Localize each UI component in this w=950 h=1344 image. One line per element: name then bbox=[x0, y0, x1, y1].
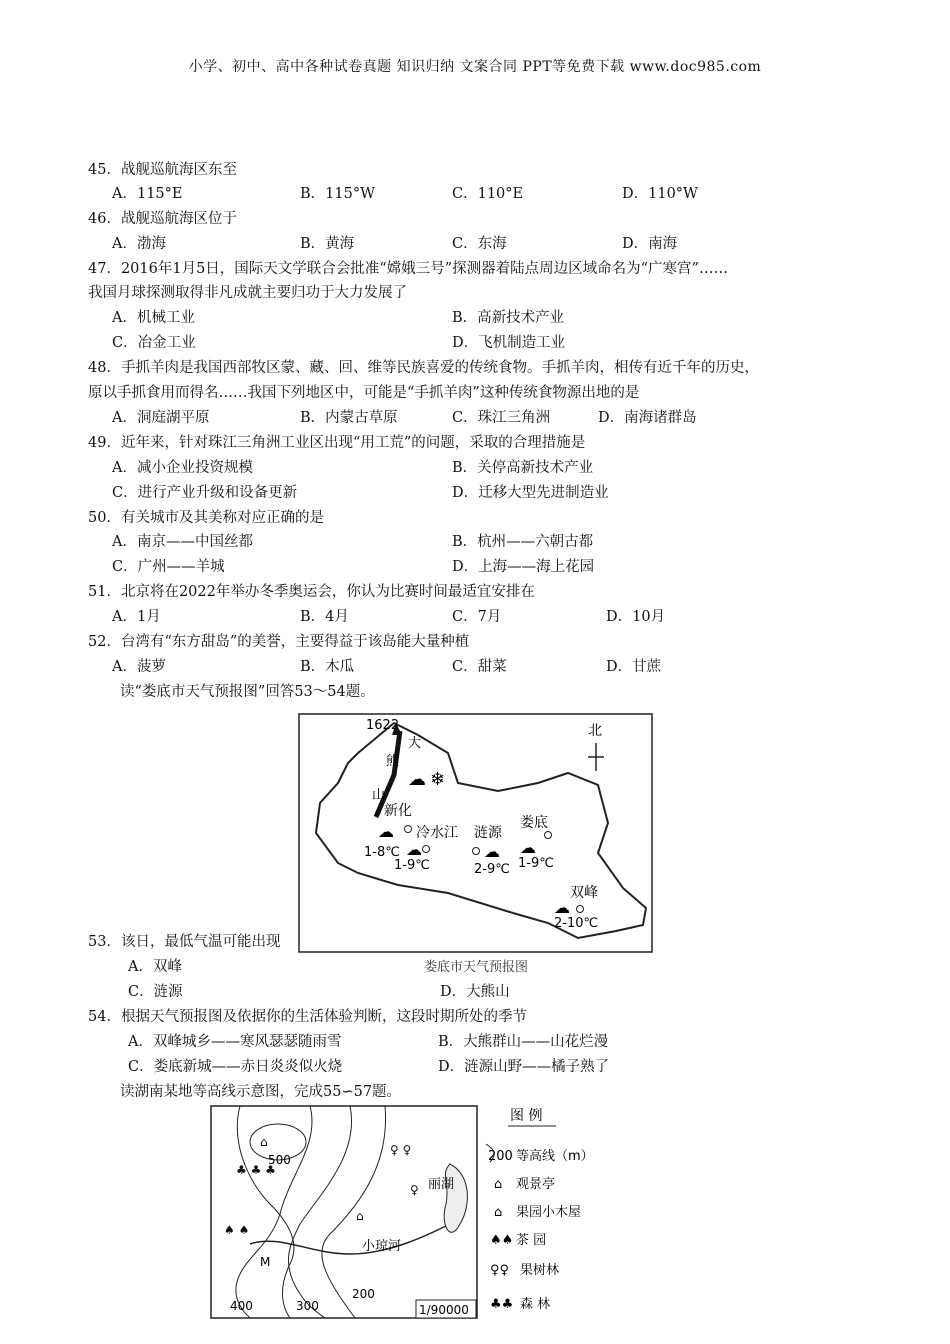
q51-option-c[interactable]: C．7月 bbox=[452, 609, 502, 625]
cloud-snow-icon: ☁ bbox=[378, 822, 394, 841]
city-lianyuan: 涟源 bbox=[474, 825, 502, 841]
point-m-label: M bbox=[260, 1255, 271, 1269]
q52-stem: 52．台湾有“东方甜岛”的美誉，主要得益于该岛能大量种植 bbox=[88, 634, 470, 650]
cabin-icon: ⌂ bbox=[356, 1209, 364, 1223]
q46-option-d[interactable]: D．南海 bbox=[622, 236, 678, 252]
city-loudi: 娄底 bbox=[520, 815, 548, 831]
river-label: 小琼河 bbox=[362, 1239, 402, 1254]
scale-label: 1/90000 bbox=[419, 1303, 469, 1317]
temp-xinhua: 1-8℃ bbox=[364, 845, 400, 860]
cloud-snow-icon: ☁ bbox=[554, 898, 570, 917]
contour-label-200: 200 bbox=[352, 1287, 375, 1301]
q51-option-a[interactable]: A．1月 bbox=[112, 609, 161, 625]
legend-tea: 茶 园 bbox=[516, 1233, 547, 1248]
mountain-label-2: 熊 bbox=[386, 754, 400, 769]
q47-stem-line2: 我国月球探测取得非凡成就主要归功于大力发展了 bbox=[88, 285, 407, 301]
q53-option-d[interactable]: D．大熊山 bbox=[440, 984, 510, 1000]
legend-contour: 等高线（m） bbox=[516, 1149, 594, 1164]
q51-option-b[interactable]: B．4月 bbox=[300, 609, 349, 625]
q50-option-a[interactable]: A．南京——中国丝都 bbox=[112, 534, 253, 550]
forest-icon: ♣ ♣ ♣ bbox=[236, 1163, 276, 1177]
peak-elevation: 1622 bbox=[366, 718, 400, 733]
q47-option-d[interactable]: D．飞机制造工业 bbox=[452, 335, 566, 351]
legend-orchard: 果树林 bbox=[520, 1263, 560, 1278]
q47-option-b[interactable]: B．高新技术产业 bbox=[452, 310, 565, 326]
pavilion-icon: ⌂ bbox=[260, 1135, 268, 1149]
snowflake-icon: ❄ bbox=[430, 769, 446, 790]
q45-option-a[interactable]: A．115°E bbox=[112, 186, 183, 202]
q48-option-a[interactable]: A．洞庭湖平原 bbox=[112, 410, 210, 426]
q48-option-b[interactable]: B．内蒙古草原 bbox=[300, 410, 398, 426]
cloud-snow-icon: ☁ bbox=[484, 842, 500, 861]
orchard-icon: ♀ ♀ bbox=[390, 1143, 412, 1157]
q48-option-c[interactable]: C．珠江三角洲 bbox=[452, 410, 551, 426]
q46-option-b[interactable]: B．黄海 bbox=[300, 236, 355, 252]
mountain-label-1: 大 bbox=[408, 736, 422, 751]
q54-option-c[interactable]: C．娄底新城——赤日炎炎似火烧 bbox=[128, 1059, 343, 1075]
city-lengshuijiang: 冷水江 bbox=[416, 825, 458, 841]
mountain-label-3: 山 bbox=[372, 788, 386, 803]
orchard-icon: ♀♀ bbox=[490, 1263, 510, 1278]
contour-map bbox=[210, 1104, 480, 1320]
q53-stem: 53．该日，最低气温可能出现 bbox=[88, 934, 281, 950]
q48-option-d[interactable]: D．南海诸群岛 bbox=[598, 410, 697, 426]
q50-option-c[interactable]: C．广州——羊城 bbox=[112, 559, 225, 575]
q49-option-c[interactable]: C．进行产业升级和设备更新 bbox=[112, 485, 298, 501]
q52-option-a[interactable]: A．菠萝 bbox=[112, 659, 166, 675]
q54-stem: 54．根据天气预报图及依据你的生活体验判断，这段时期所处的季节 bbox=[88, 1009, 527, 1025]
legend-forest: 森 林 bbox=[520, 1297, 551, 1312]
tea-icon: ♠ ♠ bbox=[224, 1223, 250, 1237]
cabin-icon: ⌂ bbox=[494, 1205, 503, 1220]
city-shuangfeng: 双峰 bbox=[570, 885, 598, 901]
q54-option-d[interactable]: D．涟源山野——橘子熟了 bbox=[438, 1059, 610, 1075]
q49-option-b[interactable]: B．关停高新技术产业 bbox=[452, 460, 594, 476]
q45-option-b[interactable]: B．115°W bbox=[300, 186, 375, 202]
legend-contour-sample: 200 bbox=[488, 1149, 513, 1164]
legend-pavilion: 观景亭 bbox=[516, 1177, 556, 1192]
q48-stem-line1: 48．手抓羊肉是我国西部牧区蒙、藏、回、维等民族喜爱的传统食物。手抓羊肉，相传有近千年的历史， bbox=[88, 360, 759, 376]
q47-option-a[interactable]: A．机械工业 bbox=[112, 310, 195, 326]
city-xinhua: 新化 bbox=[384, 803, 412, 819]
q52-option-b[interactable]: B．木瓜 bbox=[300, 659, 355, 675]
q53-option-a[interactable]: A．双峰 bbox=[128, 959, 182, 975]
temp-shuangfeng: 2-10℃ bbox=[554, 916, 599, 931]
north-label: 北 bbox=[588, 723, 602, 739]
temp-lengshuijiang: 1-9℃ bbox=[394, 858, 430, 873]
q45-option-c[interactable]: C．110°E bbox=[452, 186, 524, 202]
pavilion-icon: ⌂ bbox=[494, 1177, 503, 1192]
legend-title: 图 例 bbox=[510, 1108, 543, 1124]
orchard-icon: ♀ bbox=[410, 1183, 419, 1197]
weather-map-caption: 娄底市天气预报图 bbox=[423, 960, 529, 975]
contour-label-500: 500 bbox=[268, 1153, 291, 1167]
legend-cabin: 果园小木屋 bbox=[516, 1205, 582, 1220]
lake-label: 丽湖 bbox=[428, 1177, 455, 1192]
contour-label-300: 300 bbox=[296, 1299, 319, 1313]
tea-icon: ♠♠ bbox=[490, 1233, 514, 1248]
q45-option-d[interactable]: D．110°W bbox=[622, 186, 698, 202]
q53-option-c[interactable]: C．涟源 bbox=[128, 984, 183, 1000]
q51-option-d[interactable]: D．10月 bbox=[606, 609, 666, 625]
q47-option-c[interactable]: C．冶金工业 bbox=[112, 335, 196, 351]
q49-option-a[interactable]: A．减小企业投资规模 bbox=[112, 460, 253, 476]
cloud-snow-icon: ☁ bbox=[520, 838, 536, 857]
q46-option-a[interactable]: A．渤海 bbox=[112, 236, 166, 252]
q54-option-b[interactable]: B．大熊群山——山花烂漫 bbox=[438, 1034, 609, 1050]
forest-icon: ♣♣ bbox=[490, 1297, 514, 1312]
contour-legend bbox=[486, 1104, 626, 1320]
intro-55-57: 读湖南某地等高线示意图，完成55∽57题。 bbox=[120, 1084, 402, 1100]
q45-stem: 45．战舰巡航海区东至 bbox=[88, 162, 237, 178]
q52-option-c[interactable]: C．甜菜 bbox=[452, 659, 507, 675]
temp-lianyuan: 2-9℃ bbox=[474, 862, 510, 877]
q49-stem: 49．近年来，针对珠江三角洲工业区出现“用工荒”的问题，采取的合理措施是 bbox=[88, 435, 586, 451]
contour-label-400: 400 bbox=[230, 1299, 253, 1313]
page-header: 小学、初中、高中各种试卷真题 知识归纳 文案合同 PPT等免费下载 www.doc985.com bbox=[188, 59, 762, 75]
q50-option-d[interactable]: D．上海——海上花园 bbox=[452, 559, 595, 575]
q47-stem-line1: 47．2016年1月5日，国际天文学联合会批准“嫦娥三号”探测器着陆点周边区域命名为“广寒宫”…… bbox=[88, 261, 728, 277]
q46-option-c[interactable]: C．东海 bbox=[452, 236, 507, 252]
q51-stem: 51．北京将在2022年举办冬季奥运会，你认为比赛时间最适宜安排在 bbox=[88, 584, 535, 600]
temp-loudi: 1-9℃ bbox=[518, 856, 554, 871]
q52-option-d[interactable]: D．甘蔗 bbox=[606, 659, 662, 675]
q46-stem: 46．战舰巡航海区位于 bbox=[88, 211, 237, 227]
q49-option-d[interactable]: D．迁移大型先进制造业 bbox=[452, 485, 609, 501]
cloud-snow-icon: ☁ bbox=[406, 840, 422, 859]
q48-stem-line2: 原以手抓食用而得名……我国下列地区中，可能是“手抓羊肉”这种传统食物源出地的是 bbox=[88, 385, 640, 401]
intro-53-54: 读“娄底市天气预报图”回答53～54题。 bbox=[120, 684, 375, 700]
weather-forecast-map bbox=[298, 713, 654, 975]
q54-option-a[interactable]: A．双峰城乡——寒风瑟瑟随雨雪 bbox=[128, 1034, 342, 1050]
cloud-snow-icon: ☁ bbox=[408, 769, 426, 790]
q50-stem: 50．有关城市及其美称对应正确的是 bbox=[88, 510, 324, 526]
q50-option-b[interactable]: B．杭州——六朝古都 bbox=[452, 534, 594, 550]
